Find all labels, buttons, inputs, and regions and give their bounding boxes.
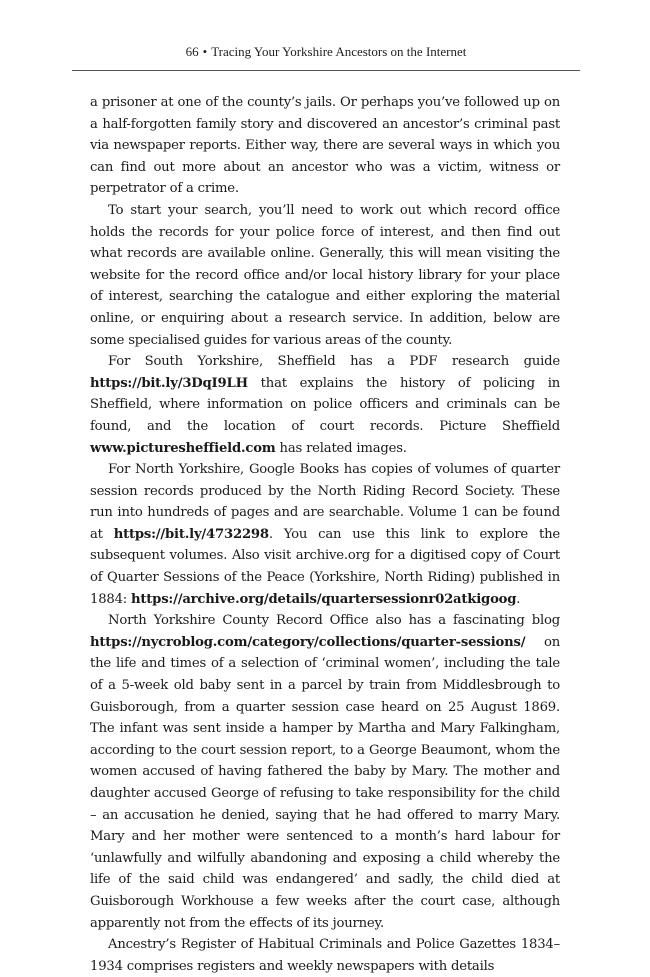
nycro-blog-link[interactable]: https://nycroblog.com/category/collections/quarter-sessions/ [90,634,526,650]
paragraph-text: has related images. [275,440,407,456]
paragraph-text: . You can use this link to explore the subsequent volumes. Also visit archive.org for a digitised copy of Court of Quarter Sessions of the Peace (Yorkshire, North Riding) published in 1884: [90,526,560,607]
running-header [72,44,580,60]
paragraph-2 [90,200,560,351]
paragraph-1 [90,92,560,200]
paragraph-text: For North Yorkshire, Google Books has copies of volumes of quarter session records produced by the North Riding Record Society. These run into hundreds of pages and are searchable. Volume 1 can be found at [90,462,560,542]
book-title: Tracing Your Yorkshire Ancestors on the Internet [211,44,467,59]
paragraph-4 [90,459,560,610]
paragraph-text: To start your search, you’ll need to work out which record office holds the records for your police force of interest, and then find out what records are available online. Generally, this will mean visiting the website for the record office and/or local history library for your place of interest, searching the catalogue and either exploring the material online, or enquiring about a research service. In addition, below are some specialised guides for various areas of the county. [90,202,560,348]
paragraph-text: North Yorkshire County Record Office also has a fascinating blog [108,613,560,629]
paragraph-text: . [516,591,521,607]
paragraph-text: For South Yorkshire, Sheffield has a PDF research guide [108,354,560,370]
paragraph-text: a prisoner at one of the county’s jails. Or perhaps you’ve followed up on a half-forgotten family story and discovered an ancestor’s criminal past via newspaper reports. Either way, there are several ways in which you can find out more about an ancestor who was a victim, witness or perpetrator of a crime. [90,95,560,197]
archive-org-link[interactable]: https://archive.org/details/quartersessionr02atkigoog [131,591,517,607]
paragraph-text: on the life and times of a selection of ‘criminal women’, including the tale of a 5-week old baby sent in a parcel by train from Middlesbrough to Guisborough, from a quarter session case heard on 25 August 1869. The infant was sent inside a hamper by Martha and Mary Falkingham, according to the court session report, to a George Beaumont, whom the women accused of having fathered the baby by Mary. The mother and daughter accused George of refusing to take responsibility for the child – an accusation he denied, saying that he had offered to marry Mary. Mary and her mother were sentenced to a month’s hard labour for ‘unlawfully and wilfully abandoning and exposing a child whereby the life of the said child was endangered’ and sadly, the child died at Guisborough Workhouse a few weeks after the court case, although apparently not from the effects of its journey. [90,634,560,931]
page-number: 66 [185,44,199,59]
paragraph-3 [90,351,560,459]
paragraph-text: that explains the history of policing in Sheffield, where information on police officers and criminals can be found, and the location of court records. Picture Sheffield [90,375,560,434]
paragraph-6 [90,934,560,977]
body-text [90,92,560,977]
header-separator: • [202,44,208,59]
paragraph-5 [90,610,560,934]
picture-sheffield-link[interactable]: www.picturesheffield.com [90,440,276,456]
header-rule [72,70,580,71]
google-books-link[interactable]: https://bit.ly/4732298 [113,526,269,542]
paragraph-text: Ancestry’s Register of Habitual Criminals and Police Gazettes 1834–1934 comprises registers and weekly newspapers with details [90,937,560,974]
sheffield-guide-link[interactable]: https://bit.ly/3DqI9LH [90,375,248,391]
